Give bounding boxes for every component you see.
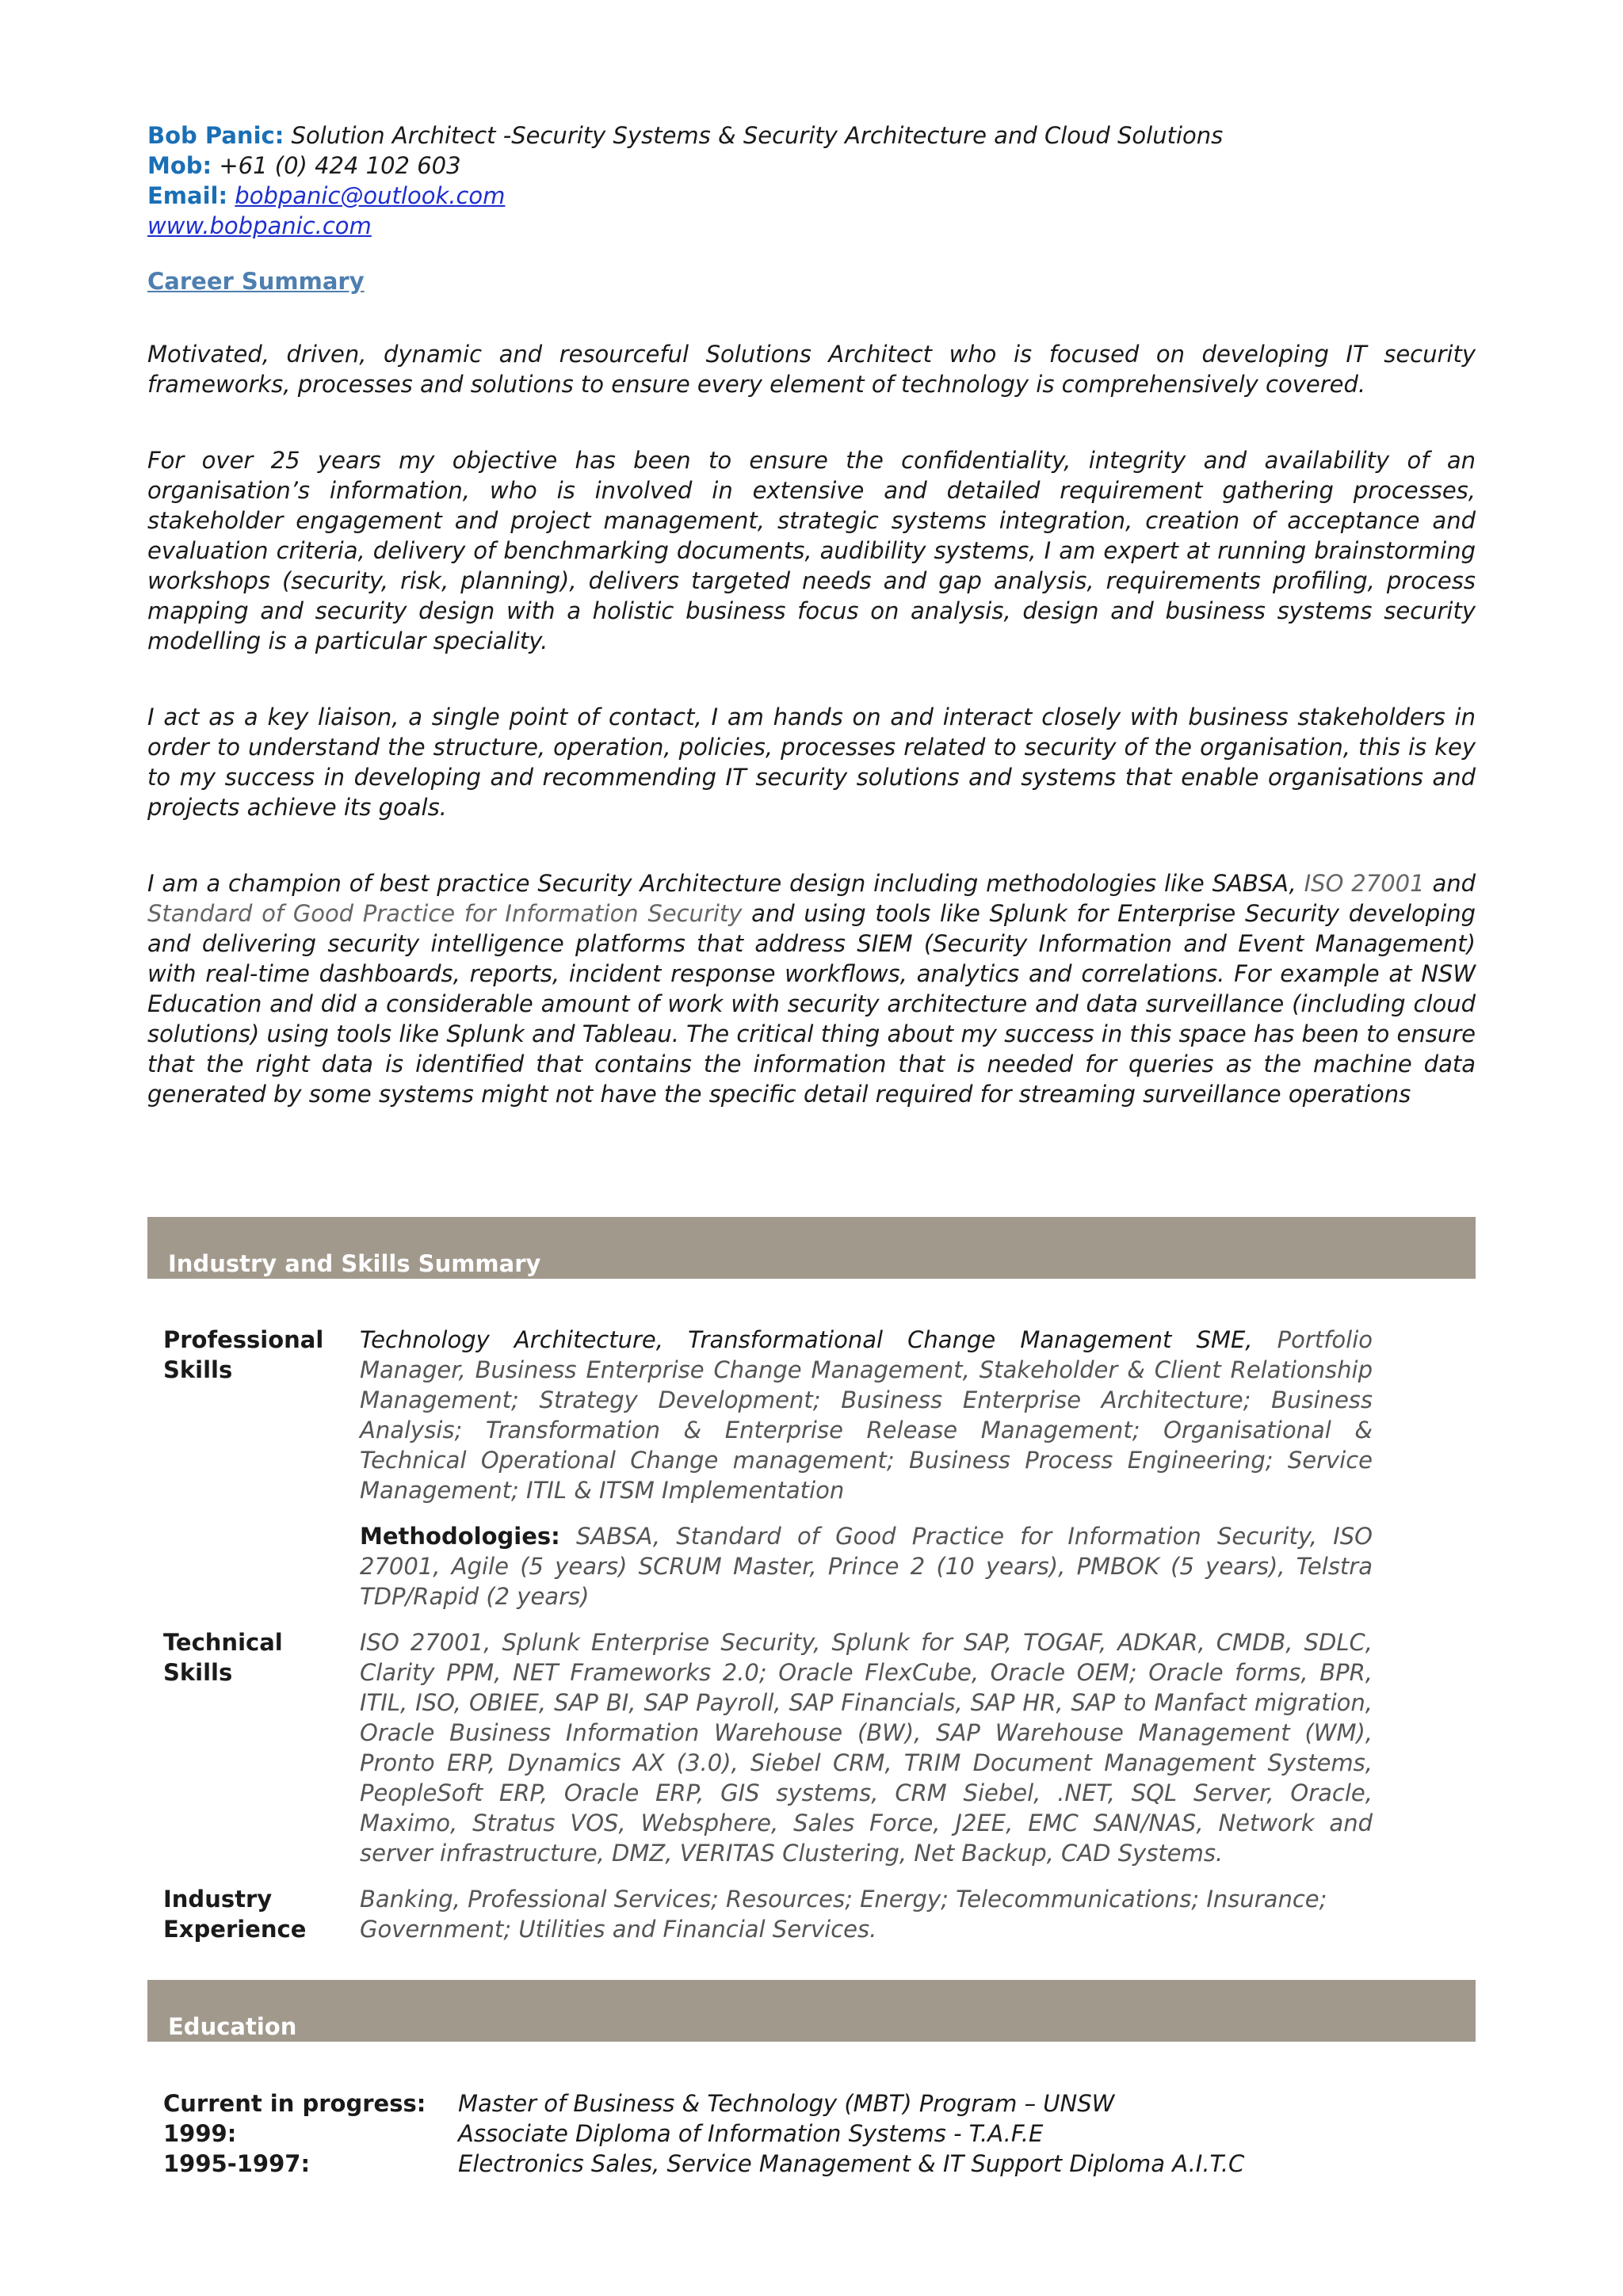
professional-dark: Technology Architecture, Transformational Change Management SME, [360, 1326, 1253, 1353]
website-link[interactable]: www.bobpanic.com [147, 212, 372, 239]
career-summary-title[interactable]: Career Summary [147, 268, 365, 295]
website-line [147, 211, 1476, 241]
career-paragraph-3: I act as a key liaison, a single point of contact, I am hands on and interact closely with business stakeholders in order to understand the structure, operation, policies, processes related to security of the organisation, this is key to my success in developing and recommending IT security solutions and systems that enable organisations and projects achieve its goals. [147, 704, 1476, 821]
mob-line [147, 151, 1476, 181]
resume-page [147, 120, 1476, 1109]
mob-value: +61 (0) 424 102 603 [219, 152, 461, 179]
p4-standard: Standard of Good Practice for Information Security [147, 900, 743, 927]
education-label: 1995-1997: [163, 2150, 311, 2177]
career-paragraph-4 [147, 868, 1476, 1109]
methodologies-text: SABSA, Standard of Good Practice for Information Security, ISO 27001, Agile (5 years) SCRUM Master, Prince 2 (10 years), PMBOK (5 years), Telstra TDP/Rapid (2 years) [360, 1523, 1373, 1610]
education-label: Current in progress: [163, 2090, 426, 2117]
education-value: Electronics Sales, Service Management & IT Support Diploma A.I.T.C [458, 2150, 1245, 2177]
education-label: 1999: [163, 2120, 237, 2147]
email-link[interactable]: bobpanic@outlook.com [235, 182, 506, 209]
email-line [147, 181, 1476, 211]
skills-row-industry [163, 1884, 1373, 1944]
education-section-header [147, 1980, 1476, 2042]
p4-part-e: and using tools like Splunk for Enterprise Security developing and delivering security intelligence platforms that address SIEM (Security Information and Event Management) with real-time dashboards, reports, incident response workflows, analytics and correlations. For example at NSW Education and did a considerable amount of work with security architecture and data surveillance (including cloud solutions) using tools like Splunk and Tableau. The critical thing about my success in this space has been to ensure that the right data is identified that contains the information that is needed for queries as the machine data generated by some systems might not have the specific detail required for streaming surveillance operations [147, 900, 1476, 1108]
skills-row-professional [163, 1325, 1373, 1505]
skills-section-header [147, 1217, 1476, 1279]
technical-skills-value: ISO 27001, Splunk Enterprise Security, Splunk for SAP, TOGAF, ADKAR, CMDB, SDLC, Clarity PPM, NET Frameworks 2.0; Oracle FlexCube, Oracle OEM; Oracle forms, BPR, ITIL, ISO, OBIEE, SAP BI, SAP Payroll, SAP Financials, SAP HR, SAP to Manfact migration, Oracle Business Information Warehouse (BW), SAP Warehouse Management (WM), Pronto ERP, Dynamics AX (3.0), Siebel CRM, TRIM Document Management Systems, PeopleSoft ERP, Oracle ERP, GIS systems, CRM Siebel, .NET, SQL Server, Oracle, Maximo, Stratus VOS, Websphere, Sales Force, J2EE, EMC SAN/NAS, Network and server infrastructure, DMZ, VERITAS Clustering, Net Backup, CAD Systems. [360, 1629, 1373, 1867]
professional-skills-value [360, 1325, 1373, 1505]
technical-skills-label: Technical Skills [163, 1629, 283, 1686]
career-paragraph-1: Motivated, driven, dynamic and resourceful Solutions Architect who is focused on developing IT security frameworks, processes and solutions to ensure every element of technology is comprehensively covered. [147, 341, 1476, 398]
skills-table [163, 1325, 1373, 1944]
industry-experience-label: Industry Experience [163, 1886, 307, 1943]
education-row [163, 2149, 1431, 2179]
professional-skills-label: Professional Skills [163, 1326, 324, 1383]
contact-block [147, 120, 1476, 241]
skills-row-technical [163, 1627, 1373, 1868]
name-label: Bob Panic: [147, 122, 285, 149]
mob-label: Mob: [147, 152, 212, 179]
skills-row-methodologies [163, 1521, 1373, 1611]
education-list [163, 2088, 1431, 2179]
career-paragraph-2: For over 25 years my objective has been to ensure the confidentiality, integrity and availability of an organisation’s information, who is involved in extensive and detailed requirement gathering processes, stakeholder engagement and project management, strategic systems integration, creation of acceptance and evaluation criteria, delivery of benchmarking documents, audibility systems, I am expert at running brainstorming workshops (security, risk, planning), delivers targeted needs and gap analysis, requirements profiling, process mapping and security design with a holistic business focus on analysis, design and business systems security modelling is a particular speciality. [147, 447, 1476, 654]
education-value: Associate Diploma of Information Systems - T.A.F.E [458, 2120, 1044, 2147]
p4-part-a: I am a champion of best practice Security Architecture design including methodologies like SABSA, [147, 870, 1296, 897]
education-value: Master of Business & Technology (MBT) Program – UNSW [458, 2090, 1115, 2117]
name-line [147, 120, 1476, 151]
industry-experience-value: Banking, Professional Services; Resources; Energy; Telecommunications; Insurance; Government; Utilities and Financial Services. [360, 1886, 1327, 1943]
education-section-title: Education [168, 2013, 297, 2040]
education-row [163, 2088, 1431, 2119]
p4-and: and [1432, 870, 1476, 897]
methodologies-value [360, 1521, 1373, 1611]
p4-iso: ISO 27001 [1304, 870, 1425, 897]
methodologies-label: Methodologies: [360, 1523, 560, 1550]
professional-rest: Portfolio Manager, Business Enterprise Change Management, Stakeholder & Client Relationship Management; Strategy Development; Business Enterprise Architecture; Business Analysis; Transformation & Enterprise Release Management; Organisational & Technical Operational Change management; Business Process Engineering; Service Management; ITIL & ITSM Implementation [360, 1326, 1373, 1504]
email-label: Email: [147, 182, 228, 209]
education-row [163, 2119, 1431, 2149]
name-title: Solution Architect -Security Systems & Security Architecture and Cloud Solutions [291, 122, 1224, 149]
skills-section-title: Industry and Skills Summary [168, 1250, 541, 1277]
